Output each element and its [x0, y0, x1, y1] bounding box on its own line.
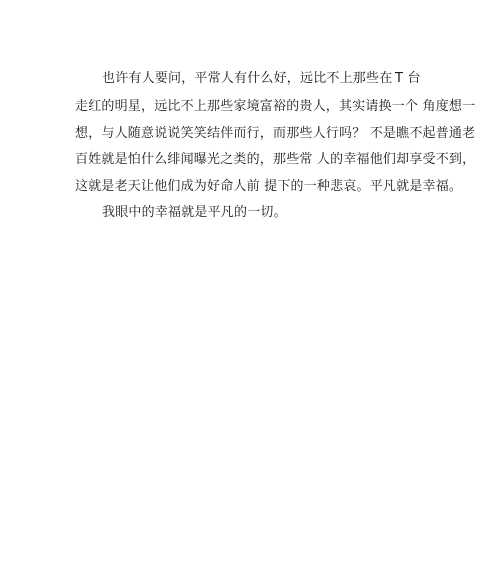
paragraph-1-line-2: 走红的明星，远比不上那些家境富裕的贵人，其实请换一个 角度想一 — [75, 99, 476, 114]
paragraph-2-line-1: 我眼中的幸福就是平凡的一切。 — [102, 205, 287, 220]
paragraph-1-line-5: 这就是老天让他们成为好命人前 提下的一种悲哀。平凡就是幸福。 — [75, 179, 463, 194]
paragraph-1-line-1: 也许有人要问，平常人有什么好，远比不上那些在 — [102, 71, 393, 86]
paragraph-1-line-4: 百姓就是怕什么绯闻曝光之类的，那些常 人的幸福他们却享受不到， — [75, 152, 476, 167]
paragraph-1-line-3: 想，与人随意说说笑笑结伴而行，而那些人行吗？ 不是瞧不起普通老 — [75, 126, 476, 141]
paragraph-1-line-1-tail: T 台 — [395, 71, 421, 86]
